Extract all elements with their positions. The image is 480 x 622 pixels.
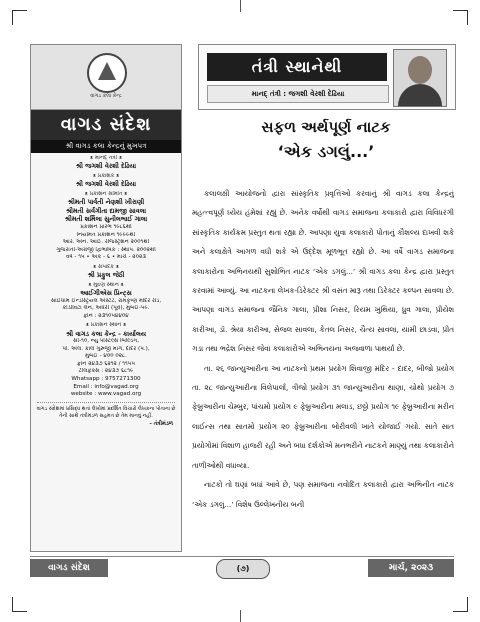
masthead-line: શ્રીમતી શર્મિલા સુનીલભાઈ ગાલા: [64, 215, 148, 224]
masthead-line: વર્ષ - ૧૫ • અંક - ૬ • માર્ચ - ૨૦૨૩: [66, 254, 146, 261]
disclaimer-signature: - તંત્રીમંડળ: [149, 420, 173, 427]
masthead-line: Whatsapp : 9757271300: [71, 376, 141, 383]
page-footer: [30, 556, 454, 579]
masthead-line: આઈગીએસ પ્રિન્ટ્સ: [80, 289, 132, 298]
masthead-line: ફોન : ૨૩૧૦૫૪૪૦૪: [83, 312, 129, 319]
publication-name: વાગડ સંદેશ: [31, 110, 181, 140]
masthead-line: આર. એન. આઈ. રજિસ્ટ્રેશન ૨૦૦૧થી: [62, 239, 150, 246]
masthead-line: સી-૧૦, ન્યુ પોસ્ટલ્સ બિલ્ડિંગ,: [72, 338, 140, 345]
masthead-line: પી. એલ. કાલે ગુરુજી માર્ગ, દાદર (પ.),: [62, 345, 150, 352]
masthead-line: ᴥ માનદ્ તંત્રી ᴥ: [89, 155, 123, 161]
logo-box: [31, 45, 181, 110]
masthead-line: શ્રી જગશી વેરશી દેઢિયા: [75, 180, 137, 189]
article-title: સફળ અર્થપૂર્ણ નાટક: [261, 118, 391, 136]
masthead-line: શ્રીમતી સર્વગીતા દામજી સાવલા: [65, 206, 147, 215]
masthead-line: ફોન ૨૪૩૭ ૬૨૧૨ / ૧૧૫૫: [76, 360, 136, 367]
masthead-line: ગુજરાતી-અંગ્રેજી દ્વિભાષિક : સ્થાપ. ૨૦૦૨થી: [56, 246, 156, 253]
masthead-line: ટેલિફેક્સ : ૨૪૩૭ ૬૮૧૯: [78, 368, 134, 375]
masthead-line: કોંડીવિટા લેન, અંધેરી (પૂર્વ), મુંબઈ-૫૯.: [62, 305, 150, 312]
editorial-header: [198, 44, 456, 110]
logo-caption: વાગડ કલા કેન્દ્ર: [90, 93, 122, 99]
article-paragraph: કલાલક્ષી આયોજનો દ્વારા સાંસ્કૃતિક પ્રવૃત્તિઓ કરવાનું શ્રી વાગડ કલા કેન્દ્રનું મહત્ત્વપૂર્ણ ધ્યેય હંમેશાં રહ્યું છે. અનેક વર્ષોથી વાગડ સમાજના કલાકારો દ્વારા વિવિધરંગી સાંસ્કૃતિક કાર્યક્રમ પ્રસ્તુત થતા રહ્યા છે. આપણા યુવા કલાકારો પોતાનું કૌશલ્ય દાખવી શકે અને કલાક્ષેત્રે આગળ વધી શકે એ ઉદ્દેશ મૂળભૂત રહ્યો છે. આ વર્ષે વાગડ સમાજના કલાકારોના અભિનયથી સુશોભિત નાટક ‘એક ડગલું...’ શ્રી વાગડ કલા કેન્દ્ર દ્વારા પ્રસ્તુત કરવામાં આવ્યું. આ નાટકના લેખક-ડિરેક્ટર શ્રી વસંત મારૂ તથા ડિરેક્ટર કલ્પન સાવલા છે. આપણા વાગડ સમાજના જૈનિક ગાલા, પ્રીશા નિસર, રિયમ ખુથિયા, ધ્રુવ ગાલા, પ્રીયેશ કારીઆ, ડૉ. શ્રેયા કારીઆ, સેજલ સાવલા, કેતલ નિસર, ચૈત્ય સાવલા, યામી છાડવા, પ્રીત ગડા તથા ભદ્રેશ નિસર જેવા કલાકારોએ અભિનયના અજવાળા પાથર્યા છે.: [192, 189, 454, 354]
disclaimer-note: વાગડ સંદેશમાં પ્રસિદ્ધ થતાં લેખોમાં પ્રદર્શિત વિચારો લેખકના પોતાના છે તેની સાથે તંત્રીમંડળ સહમત છે તેમ માનવું નહીં.: [36, 405, 176, 419]
masthead-line: ᴥ સંપાદક ᴥ: [93, 263, 119, 270]
article-subtitle: ‘એક ડગલું...’: [277, 142, 375, 161]
masthead-sidebar: [30, 44, 182, 552]
article-paragraph: તા. ૨૬ જાન્યુઆરીના આ નાટકનો પ્રથમ પ્રયોગ શિવાજી મંદિર - દાદર, બીજો પ્રયોગ તા. ૨૮ જાન્યુઆરીના વિલેપાર્લા, ત્રીજો પ્રયોગ ૩૧ જાન્યુઆરીના થાણા, ચોથો પ્રયોગ ૭ ફેબ્રુઆરીના ચેમ્બુર, પાંચમો પ્રયોગ ૯ ફેબ્રુઆરીના મલાડ, છઠ્ઠો પ્રયોગ ૧૯ ફેબ્રુઆરીના મરીન લાઈન્સ તથા સાતમો પ્રયોગ ૨૦ ફેબ્રુઆરીના બોરીવલી ખાતે યોજાઈ ગયો. સાતે સાત પ્રયોગોમાં વિશાળ હાજરી રહી અને બધા દર્શકોએ મનભરીને નાટકને માણ્યું તથા કલાકારોને તાળીઓથી વધાવ્યા.: [192, 363, 454, 470]
masthead-line: શ્રી પ્રફુલ જેઠી: [87, 271, 125, 280]
page-number: (૭): [216, 559, 270, 579]
masthead-line: website : www.vagad.org: [70, 391, 142, 398]
divider: [37, 402, 175, 403]
masthead-line: શ્રી જગશી વેરશી દેઢિયા: [75, 162, 137, 171]
masthead-details: [31, 155, 181, 399]
masthead-line: સાઈધામ ઈન્ડસ્ટ્રિયલ એસ્ટેટ, રામકૃષ્ણ મંદિર રોડ,: [50, 297, 162, 304]
masthead-line: મુંબઈ - ૪૦૦ ૦૨૮.: [85, 353, 127, 360]
masthead-line: પ્રકાશન પ્રારંભ ૧૯૮૬થી: [80, 224, 132, 231]
masthead-line: ᴥ પ્રકાશન સ્થાન ᴥ: [85, 322, 127, 329]
masthead-line: ᴥ પ્રકાશક ᴥ: [92, 172, 120, 179]
crop-mark-top-left: [12, 10, 27, 25]
masthead-line: ᴥ મુદ્રણ સ્થાન ᴥ: [88, 281, 124, 288]
footer-issue-date: માર્ચ, ૨૦૨૩: [368, 559, 454, 577]
column-title: તંત્રી સ્થાનેથી: [207, 53, 387, 81]
logo-emblem-icon: [87, 53, 127, 93]
crop-mark-bottom-left: [12, 597, 27, 612]
registration-tick-top: [240, 0, 241, 12]
footer-publication-name: વાગડ સંદેશ: [30, 559, 108, 577]
editor-photo: [393, 49, 447, 107]
crop-mark-bottom-right: [453, 597, 468, 612]
masthead-line: ᴥ પ્રકાશન સમિતિ ᴥ: [84, 190, 128, 197]
registration-tick-bottom: [240, 610, 241, 622]
masthead-line: નિયમિત પ્રકાશન ૧૯૯૯થી: [76, 231, 136, 238]
crop-mark-top-right: [453, 10, 468, 25]
masthead-line: Email : info@vagad.org: [73, 383, 139, 390]
masthead-line: શ્રી વાગડ કલા કેન્દ્ર - કાર્યાલય: [66, 329, 146, 338]
masthead-line: શ્રીમતી પાર્વતી નેણશી ખીરાણી: [67, 198, 145, 207]
article-paragraph: નાટકો તો ઘણાં બધાં આવે છે, પણ સમાજના નવોદિત કલાકારો દ્વારા અભિનીત નાટક ‘એક ડગલું...’ વિશેષ ઉલ્લેખનીય બની: [192, 480, 454, 509]
publication-tagline: શ્રી વાગડ કલા કેન્દ્રનું મુખપત્ર: [31, 140, 181, 153]
article-body: [192, 184, 454, 546]
editor-byline: માનદ્ તંત્રી : જગશી વેરશી દેઢિયા: [207, 85, 389, 103]
